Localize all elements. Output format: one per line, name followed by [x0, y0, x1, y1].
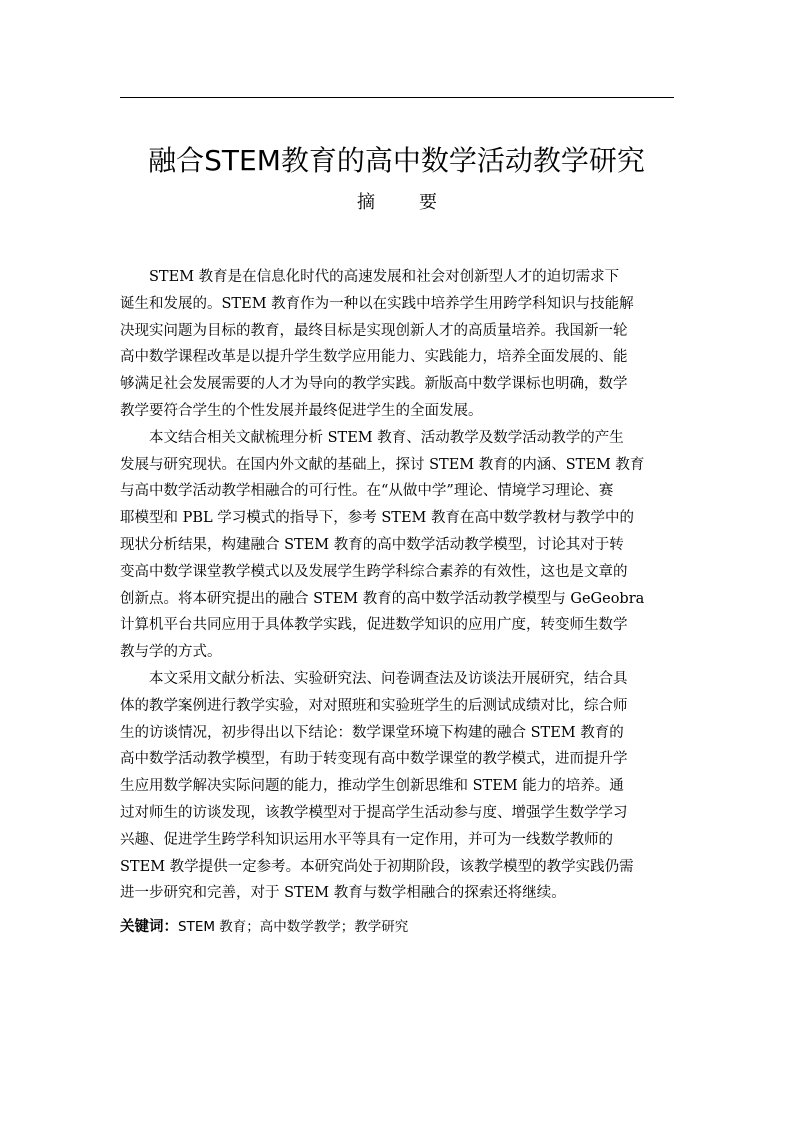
paragraph-line: 教与学的方式。 [120, 644, 222, 661]
paragraph-line: 现状分析结果，构建融合 STEM 教育的高中数学活动教学模型，讨论其对于转 [120, 536, 624, 553]
abstract-paragraph-2 [120, 425, 674, 666]
paragraph-line: 发展与研究现状。在国内外文献的基础上，探讨 STEM 教育的内涵、STEM 教育 [120, 456, 645, 473]
paragraph-line: 生的访谈情况，初步得出以下结论：数学课堂环境下构建的融合 STEM 教育的 [120, 724, 624, 741]
paragraph-line: 过对师生的访谈发现，该教学模型对于提高学生活动参与度、增强学生数学学习 [120, 804, 628, 821]
paragraph-line: 本文结合相关文献梳理分析 STEM 教育、活动教学及数学活动教学的产生 [149, 429, 624, 446]
paragraph-line: 兴趣、促进学生跨学科知识运用水平等具有一定作用，并可为一线数学教师的 [120, 831, 613, 848]
abstract-heading: 摘要 [357, 192, 481, 213]
header-rule [120, 97, 674, 98]
paragraph-line: 与高中数学活动教学相融合的可行性。在“从做中学”理论、情境学习理论、赛 [120, 483, 614, 500]
paragraph-line: 进一步研究和完善，对于 STEM 教育与数学相融合的探索还将继续。 [120, 885, 566, 902]
paragraph-line: 诞生和发展的。STEM 教育作为一种以在实践中培养学生用跨学科知识与技能解 [120, 295, 634, 312]
paragraph-line: 高中数学活动教学模型，有助于转变现有高中数学课堂的教学模式，进而提升学 [120, 751, 628, 768]
paragraph-line: 计算机平台共同应用于具体教学实践，促进数学知识的应用广度，转变师生数学 [120, 617, 628, 634]
abstract-paragraph-3 [120, 666, 674, 907]
paragraph-line: STEM 教育是在信息化时代的高速发展和社会对创新型人才的迫切需求下 [149, 269, 620, 285]
keywords-line [120, 914, 674, 940]
paragraph-line: 教学要符合学生的个性发展并最终促进学生的全面发展。 [120, 402, 483, 419]
paragraph-line: 变高中数学课堂教学模式以及发展学生跨学科综合素养的有效性，这也是文章的 [120, 563, 628, 580]
paragraph-line: STEM 教学提供一定参考。本研究尚处于初期阶段，该教学模型的教学实践仍需 [120, 858, 634, 875]
paragraph-line: 耶模型和 PBL 学习模式的指导下，参考 STEM 教育在高中数学教材与教学中的 [120, 510, 635, 527]
paragraph-line: 创新点。将本研究提出的融合 STEM 教育的高中数学活动教学模型与 GeGeobra [120, 590, 645, 607]
paragraph-line: 生应用数学解决实际问题的能力，推动学生创新思维和 STEM 能力的培养。通 [120, 778, 624, 795]
paragraph-line: 高中数学课程改革是以提升学生数学应用能力、实践能力，培养全面发展的、能 [120, 349, 628, 366]
keywords-values: STEM 教育；高中数学教学；教学研究 [178, 919, 409, 935]
document-title: 融合STEM教育的高中数学活动教学研究 [148, 144, 645, 177]
paragraph-line: 决现实问题为目标的教育，最终目标是实现创新人才的高质量培养。我国新一轮 [120, 322, 628, 339]
paragraph-line: 体的教学案例进行教学实验，对对照班和实验班学生的后测试成绩对比，综合师 [120, 697, 628, 714]
abstract-body [120, 264, 674, 907]
paragraph-line: 够满足社会发展需要的人才为导向的教学实践。新版高中数学课标也明确，数学 [120, 376, 628, 393]
keywords-label: 关键词： [120, 919, 178, 935]
abstract-paragraph-1 [120, 264, 674, 425]
paragraph-line: 本文采用文献分析法、实验研究法、问卷调查法及访谈法开展研究，结合具 [149, 670, 628, 687]
